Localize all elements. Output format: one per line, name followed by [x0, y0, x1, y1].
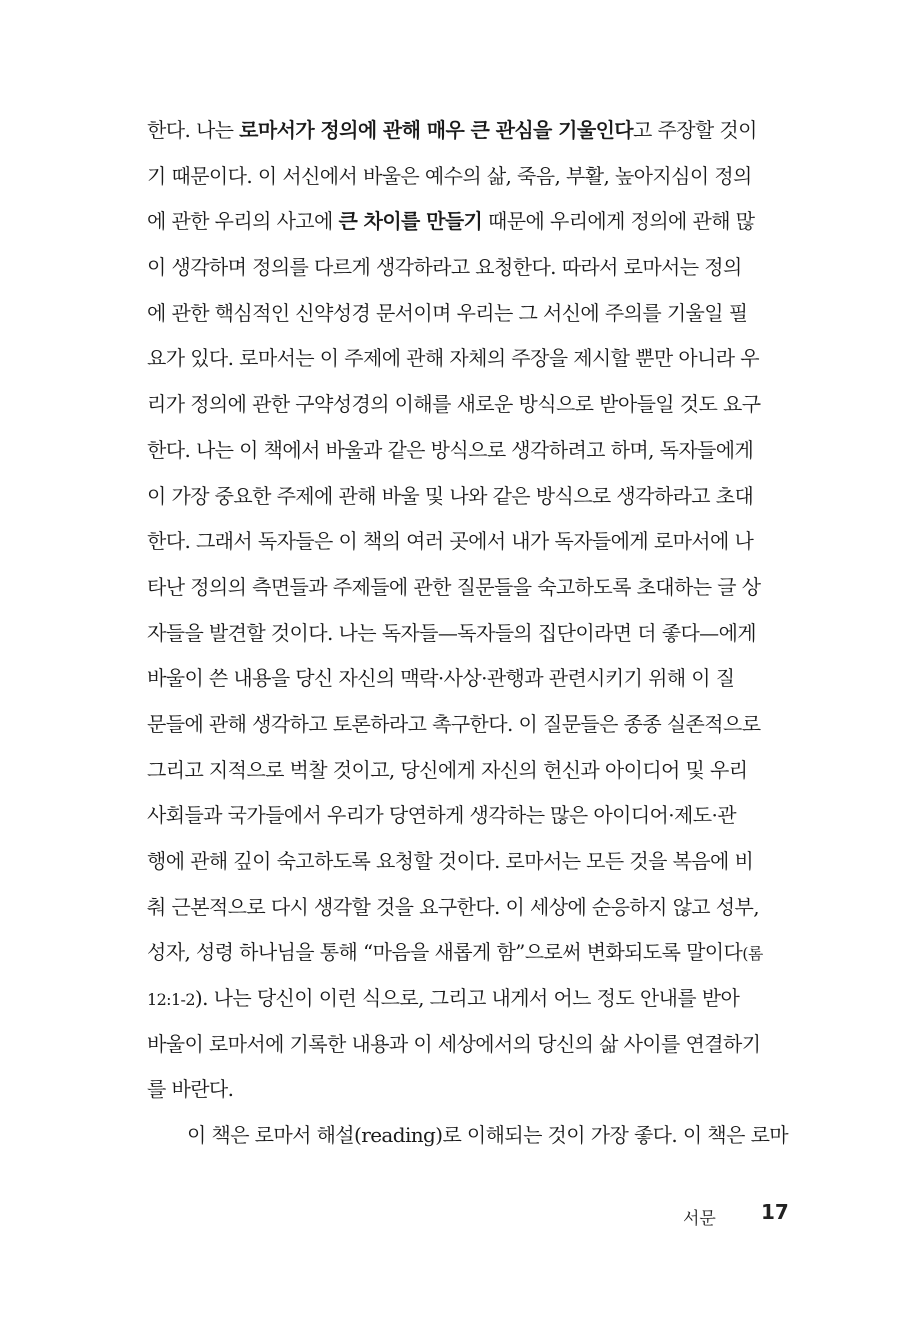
text-line [147, 154, 792, 200]
text-run: 이 책은 로마서 해설(reading)로 이해되는 것이 가장 좋다. 이 책은 로마 [187, 1123, 789, 1148]
text-line [147, 474, 792, 520]
text-line [147, 1113, 792, 1159]
text-line [147, 748, 792, 794]
text-run: 사회들과 국가들에서 우리가 당연하게 생각하는 많은 아이디어·제도·관 [147, 803, 736, 828]
text-run: ). 나는 당신이 이런 식으로, 그리고 내게서 어느 정도 안내를 받아 [194, 986, 740, 1011]
text-run: 기 때문이다. 이 서신에서 바울은 예수의 삶, 죽음, 부활, 높아지심이 정의 [147, 163, 752, 188]
text-line [147, 885, 792, 931]
text-line [147, 930, 792, 976]
text-run: 리가 정의에 관한 구약성경의 이해를 새로운 방식으로 받아들일 것도 요구 [147, 392, 761, 417]
text-run: 바울이 쓴 내용을 당신 자신의 맥락·사상·관행과 관련시키기 위해 이 질 [147, 666, 735, 691]
text-line [147, 1022, 792, 1068]
text-line [147, 565, 792, 611]
text-run: 고 주장할 것이 [633, 118, 757, 142]
text-line [147, 336, 792, 382]
text-run: 바울이 로마서에 기록한 내용과 이 세상에서의 당신의 삶 사이를 연결하기 [147, 1031, 761, 1056]
text-line [147, 428, 792, 474]
body-text [147, 108, 792, 1159]
text-run: 이 가장 중요한 주제에 관해 바울 및 나와 같은 방식으로 생각하라고 초대 [147, 483, 754, 508]
text-line [147, 976, 792, 1022]
text-line [147, 702, 792, 748]
text-run: 때문에 우리에게 정의에 관해 많 [482, 209, 755, 234]
text-run: 한다. 나는 [147, 118, 240, 142]
page-footer [0, 1200, 898, 1234]
text-run: 행에 관해 깊이 숙고하도록 요청할 것이다. 로마서는 모든 것을 복음에 비 [147, 849, 754, 873]
text-line [147, 519, 792, 565]
text-run: 문들에 관해 생각하고 토론하라고 촉구한다. 이 질문들은 종종 실존적으로 [147, 711, 761, 736]
text-run: 성자, 성령 하나님을 통해 “마음을 새롭게 함”으로써 변화되도록 말이다 [147, 940, 743, 965]
text-run: 에 관한 우리의 사고에 [147, 209, 339, 234]
scripture-reference: (롬 [742, 944, 763, 964]
text-line [147, 656, 792, 702]
text-line [147, 199, 792, 245]
text-run: 그리고 지적으로 벅찰 것이고, 당신에게 자신의 헌신과 아이디어 및 우리 [147, 757, 748, 782]
scripture-reference: 12:1-2 [147, 990, 195, 1010]
text-run: 타난 정의의 측면들과 주제들에 관한 질문들을 숙고하도록 초대하는 글 상 [147, 574, 761, 599]
text-line [147, 1067, 792, 1113]
text-line [147, 382, 792, 428]
emphasis-text: 로마서가 정의에 관해 매우 큰 관심을 기울인다 [239, 118, 634, 142]
text-run: 를 바란다. [147, 1077, 234, 1102]
emphasis-text: 큰 차이를 만들기 [338, 209, 483, 234]
text-line [147, 245, 792, 291]
text-line [147, 793, 792, 839]
page-number: 17 [761, 1200, 789, 1224]
text-run: 이 생각하며 정의를 다르게 생각하라고 요청한다. 따라서 로마서는 정의 [147, 255, 742, 280]
text-line [147, 108, 792, 154]
text-line [147, 611, 792, 657]
text-run: 자들을 발견할 것이다. 나는 독자들—독자들의 집단이라면 더 좋다—에게 [147, 620, 757, 645]
text-run: 한다. 그래서 독자들은 이 책의 여러 곳에서 내가 독자들에게 로마서에 나 [147, 529, 754, 554]
text-line [147, 839, 792, 885]
text-run: 에 관한 핵심적인 신약성경 문서이며 우리는 그 서신에 주의를 기울일 필 [147, 300, 748, 325]
text-line [147, 291, 792, 337]
text-run: 한다. 나는 이 책에서 바울과 같은 방식으로 생각하려고 하며, 독자들에게 [147, 437, 754, 462]
text-run: 요가 있다. 로마서는 이 주제에 관해 자체의 주장을 제시할 뿐만 아니라 우 [147, 346, 759, 371]
running-footer-section: 서문 [683, 1209, 716, 1229]
text-run: 춰 근본적으로 다시 생각할 것을 요구한다. 이 세상에 순응하지 않고 성부, [147, 894, 759, 919]
